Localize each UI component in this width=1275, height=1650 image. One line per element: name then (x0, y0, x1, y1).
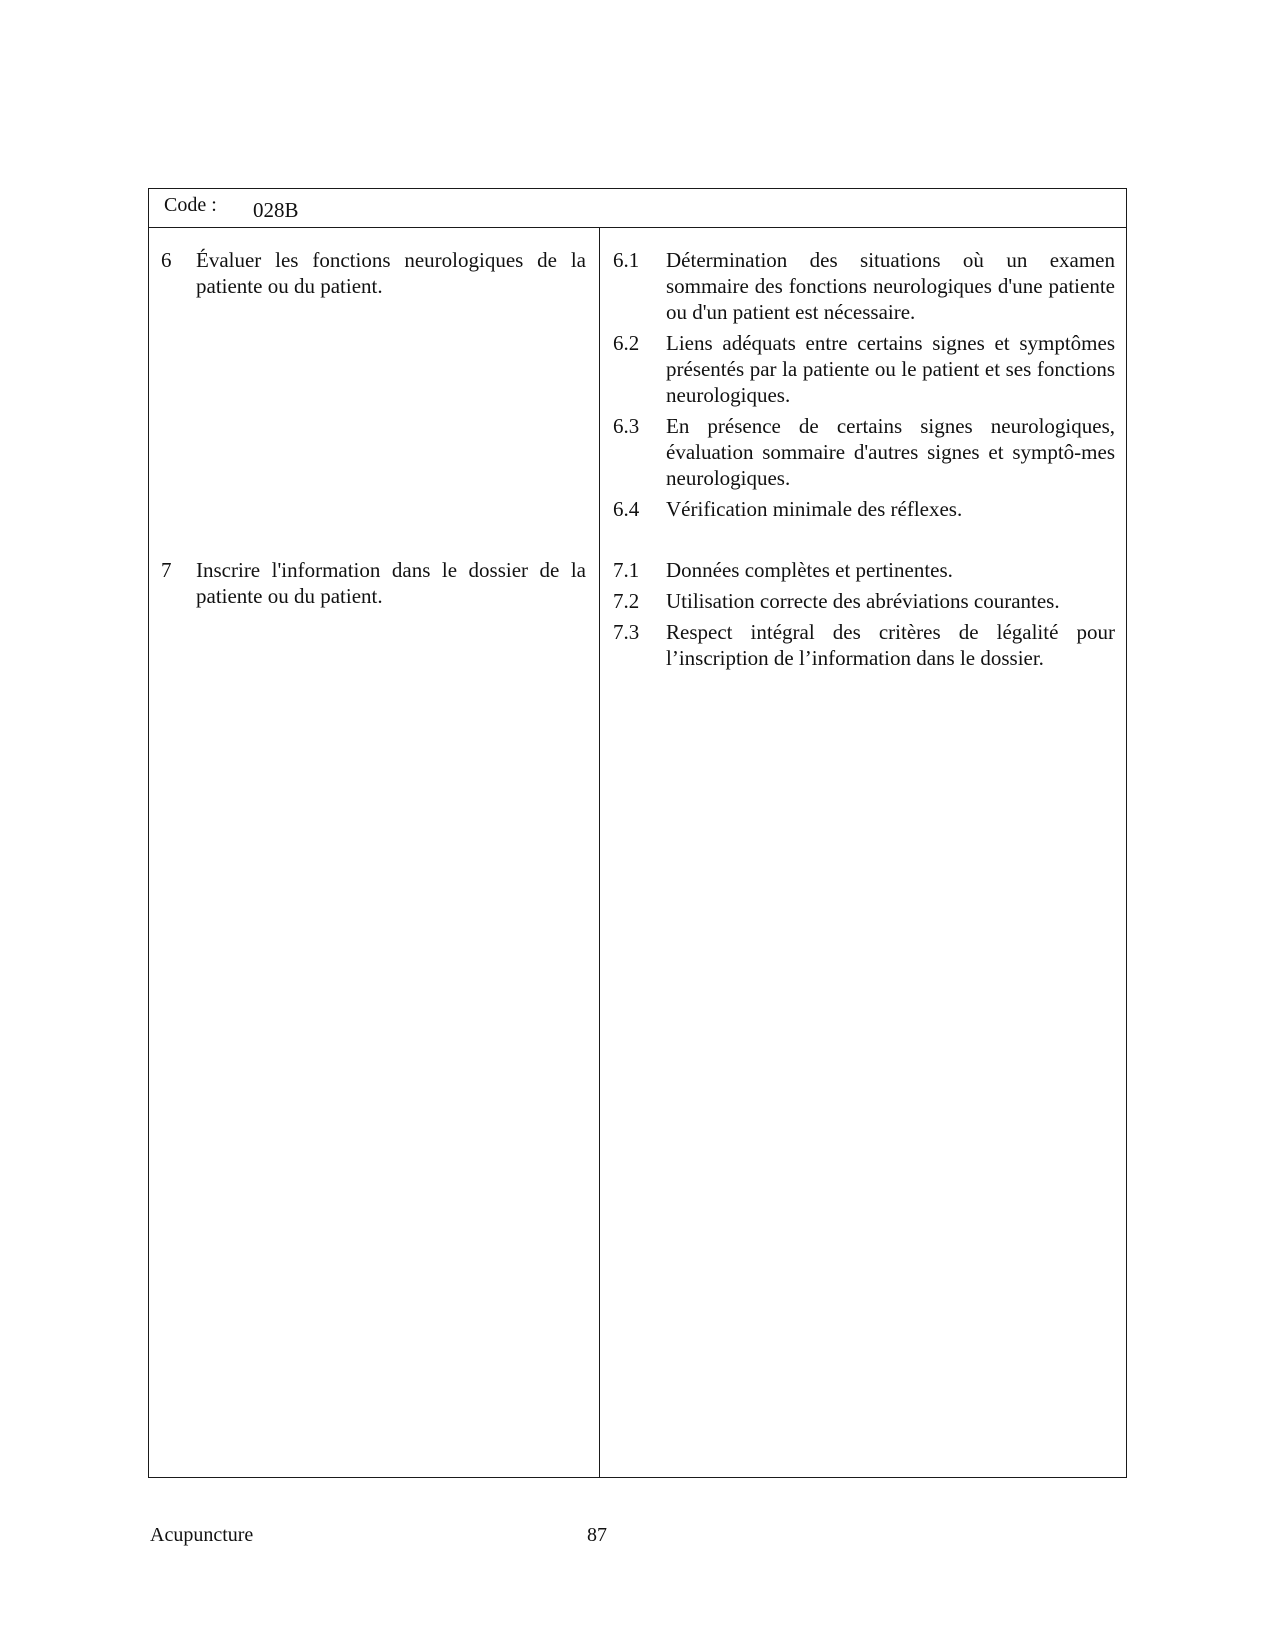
code-value: 028B (253, 198, 299, 222)
competency-table (148, 188, 1127, 1478)
criterion-number: 6.3 (613, 414, 640, 438)
competency-text: Évaluer les fonctions neurologiques de la patiente ou du patient. (196, 248, 586, 298)
criterion-text: Vérification minimale des réflexes. (666, 497, 963, 521)
criterion-number: 6.2 (613, 331, 640, 355)
criterion-text: Détermination des situations où un examen sommaire des fonctions neurologiques d'une patiente ou d'un patient est nécessaire. (666, 248, 1115, 324)
criterion-7-2 (613, 588, 1115, 614)
criterion-6-1 (613, 247, 1115, 325)
criterion-number: 6.4 (613, 497, 640, 521)
criterion-text: Liens adéquats entre certains signes et symptômes présentés par la patiente ou le patient et ses fonctions neurologiques. (666, 331, 1115, 407)
criterion-number: 7.1 (613, 558, 640, 582)
column-divider (599, 228, 600, 1477)
criterion-number: 7.3 (613, 620, 640, 644)
criterion-6-4 (613, 496, 1115, 522)
competency-number: 6 (161, 248, 172, 272)
criterion-text: En présence de certains signes neurologiques, évaluation sommaire d'autres signes et symptô-mes neurologiques. (666, 414, 1115, 490)
code-label: Code : (164, 194, 217, 216)
criterion-text: Respect intégral des critères de légalité pour l’inscription de l’information dans le dossier. (666, 620, 1115, 670)
criterion-text: Utilisation correcte des abréviations courantes. (666, 589, 1060, 613)
criterion-number: 7.2 (613, 589, 640, 613)
page-number: 87 (587, 1524, 607, 1546)
criterion-text: Données complètes et pertinentes. (666, 558, 953, 582)
criterion-7-1 (613, 557, 1115, 583)
criterion-6-3 (613, 413, 1115, 491)
criterion-7-3 (613, 619, 1115, 671)
footer-program-name: Acupuncture (150, 1524, 254, 1546)
code-row (149, 189, 1126, 228)
criterion-number: 6.1 (613, 248, 640, 272)
competency-6 (161, 247, 586, 299)
competency-text: Inscrire l'information dans le dossier de la patiente ou du patient. (196, 558, 586, 608)
competency-7 (161, 557, 586, 609)
criterion-6-2 (613, 330, 1115, 408)
competency-number: 7 (161, 558, 172, 582)
